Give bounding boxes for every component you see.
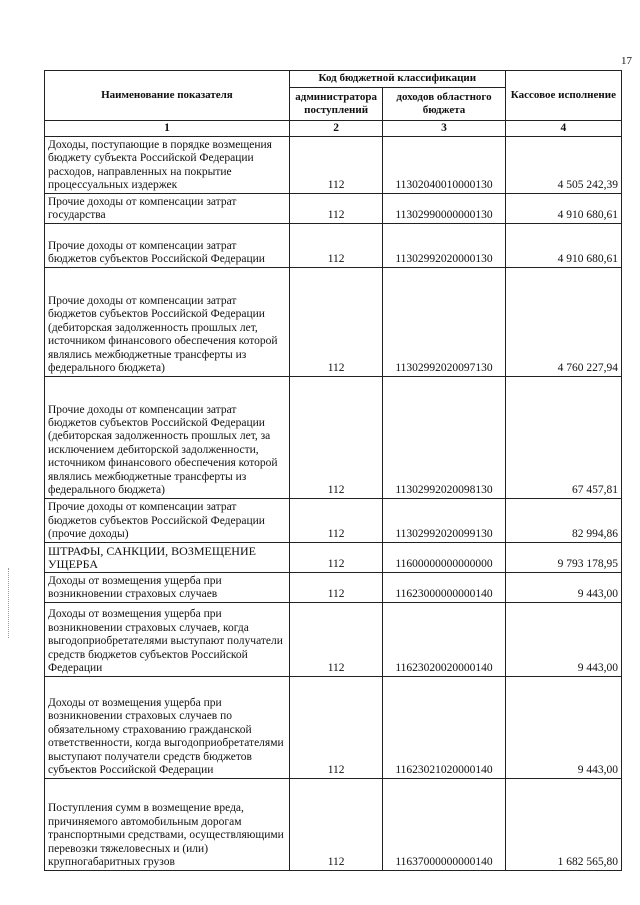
table-row xyxy=(45,543,622,573)
row-code: 11637000000000140 xyxy=(383,779,505,871)
row-amount: 4 505 242,39 xyxy=(505,137,621,194)
row-amount: 4 910 680,61 xyxy=(505,224,621,268)
row-admin: 112 xyxy=(289,603,382,677)
row-name: Доходы от возмещения ущерба при возникновении страховых случаев, когда выгодоприобретателями выступают получатели средств бюджетов субъектов Российской Федерации xyxy=(45,603,290,677)
table-row xyxy=(45,377,622,499)
row-admin: 112 xyxy=(289,677,382,779)
row-amount: 9 793 178,95 xyxy=(505,543,621,573)
row-code: 11623020020000140 xyxy=(383,603,505,677)
row-amount: 67 457,81 xyxy=(505,377,621,499)
table-row xyxy=(45,499,622,543)
row-admin: 112 xyxy=(289,543,382,573)
table-row xyxy=(45,603,622,677)
table-row xyxy=(45,137,622,194)
row-name: Прочие доходы от компенсации затрат бюджетов субъектов Российской Федерации xyxy=(45,224,290,268)
header-revenue: доходов областного бюджета xyxy=(383,88,505,121)
header-exec: Кассовое исполнение xyxy=(505,71,621,121)
row-admin: 112 xyxy=(289,573,382,603)
row-code: 11600000000000000 xyxy=(383,543,505,573)
table-row xyxy=(45,194,622,224)
row-name: ШТРАФЫ, САНКЦИИ, ВОЗМЕЩЕНИЕ УЩЕРБА xyxy=(45,543,290,573)
column-number: 2 xyxy=(289,121,382,137)
row-code: 11302992020099130 xyxy=(383,499,505,543)
header-name: Наименование показателя xyxy=(45,71,290,121)
row-admin: 112 xyxy=(289,377,382,499)
row-admin: 112 xyxy=(289,224,382,268)
row-name: Доходы от возмещения ущерба при возникновении страховых случаев по обязательному страхованию гражданской ответственности, когда выгодоприобретателями выступают получатели средств бюджетов субъектов Российской Федерации xyxy=(45,677,290,779)
row-name: Прочие доходы от компенсации затрат государства xyxy=(45,194,290,224)
row-amount: 9 443,00 xyxy=(505,603,621,677)
row-code: 11302040010000130 xyxy=(383,137,505,194)
table-row xyxy=(45,573,622,603)
table-row xyxy=(45,268,622,377)
row-code: 11302990000000130 xyxy=(383,194,505,224)
row-amount: 9 443,00 xyxy=(505,677,621,779)
row-admin: 112 xyxy=(289,194,382,224)
row-name: Доходы, поступающие в порядке возмещения бюджету субъекта Российской Федерации расходов, направленных на покрытие процессуальных издержек xyxy=(45,137,290,194)
header-admin: администратора поступлений xyxy=(289,88,382,121)
row-name: Поступления сумм в возмещение вреда, причиняемого автомобильным дорогам транспортными средствами, осуществляющими перевозки тяжеловесных и (или) крупногабаритных грузов xyxy=(45,779,290,871)
row-amount: 4 760 227,94 xyxy=(505,268,621,377)
row-code: 11302992020000130 xyxy=(383,224,505,268)
row-code: 11302992020098130 xyxy=(383,377,505,499)
row-name: Доходы от возмещения ущерба при возникновении страховых случаев xyxy=(45,573,290,603)
revenue-table xyxy=(44,70,622,871)
margin-mark xyxy=(8,568,11,638)
row-admin: 112 xyxy=(289,268,382,377)
row-admin: 112 xyxy=(289,137,382,194)
row-admin: 112 xyxy=(289,779,382,871)
row-name: Прочие доходы от компенсации затрат бюджетов субъектов Российской Федерации (прочие доходы) xyxy=(45,499,290,543)
row-amount: 9 443,00 xyxy=(505,573,621,603)
table-row xyxy=(45,779,622,871)
row-code: 11623000000000140 xyxy=(383,573,505,603)
table-row xyxy=(45,677,622,779)
column-number: 1 xyxy=(45,121,290,137)
row-amount: 82 994,86 xyxy=(505,499,621,543)
header-code-group: Код бюджетной классификации xyxy=(289,71,505,88)
row-amount: 1 682 565,80 xyxy=(505,779,621,871)
row-admin: 112 xyxy=(289,499,382,543)
column-number: 3 xyxy=(383,121,505,137)
row-name: Прочие доходы от компенсации затрат бюджетов субъектов Российской Федерации (дебиторская задолженность прошлых лет, за исключением дебиторской задолженности, источником финансового обеспечения которой являлись межбюджетные трансферты из федерального бюджета) xyxy=(45,377,290,499)
table-row xyxy=(45,224,622,268)
row-code: 11302992020097130 xyxy=(383,268,505,377)
column-number: 4 xyxy=(505,121,621,137)
row-name: Прочие доходы от компенсации затрат бюджетов субъектов Российской Федерации (дебиторская задолженность прошлых лет, источником финансового обеспечения которой являлись межбюджетные трансферты из федерального бюджета) xyxy=(45,268,290,377)
page-number: 17 xyxy=(621,55,632,67)
row-code: 11623021020000140 xyxy=(383,677,505,779)
row-amount: 4 910 680,61 xyxy=(505,194,621,224)
